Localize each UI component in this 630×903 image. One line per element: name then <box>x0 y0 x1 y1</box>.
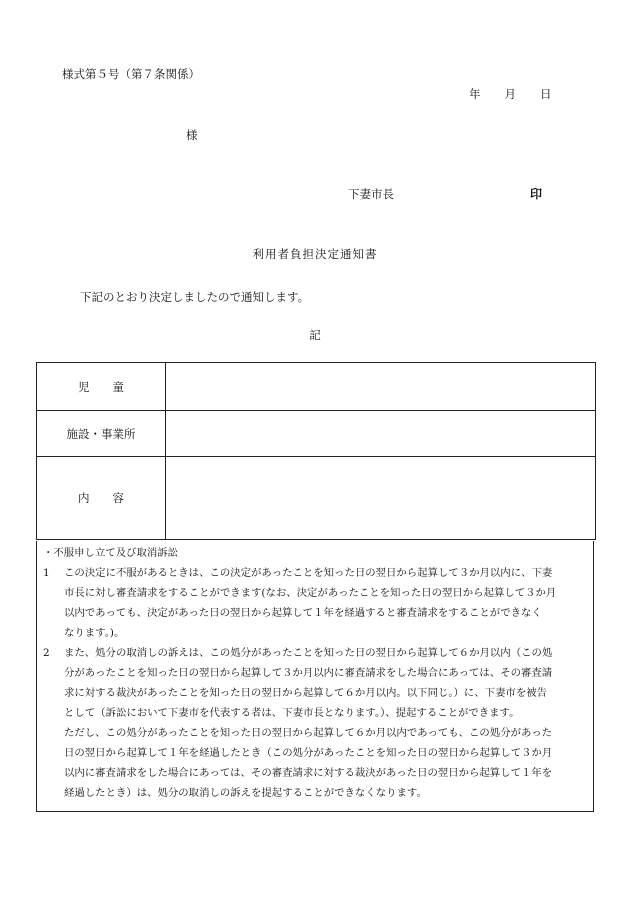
row-label-child: 児 童 <box>37 363 166 411</box>
intro-text: 下記のとおり決定しましたので通知します。 <box>80 290 310 304</box>
addressee-suffix: 様 <box>186 128 198 142</box>
table-row <box>37 411 596 457</box>
note-line: 以内であっても、決定があった日の翌日から起算して１年を経過すると審査請求をすることができなく <box>64 607 542 619</box>
issuer-name: 下妻市長 <box>348 187 394 201</box>
row-value-content <box>166 457 596 540</box>
seal-mark: 印 <box>530 187 543 201</box>
row-label-content: 内 容 <box>37 457 166 540</box>
note-line: として（訴訟において下妻市を代表する者は、下妻市長となります。）、提起することができます。 <box>64 707 520 719</box>
note-line: この決定に不服があるときは、この決定があったことを知った日の翌日から起算して３か月以内に、下妻 <box>64 567 553 579</box>
date-year-label: 年 <box>469 87 481 101</box>
note-line: ただし、この処分があったことを知った日の翌日から起算して６か月以内であっても、この処分があった <box>64 727 553 739</box>
row-label-facility: 施設・事業所 <box>37 411 166 457</box>
note-line: 市長に対し審査請求をすることができます(なお、決定があったことを知った日の翌日から起算して３か月 <box>64 587 557 599</box>
note-line: 求に対する裁決があったことを知った日の翌日から起算して６か月以内。以下同じ。）に、下妻市を被告 <box>64 687 548 699</box>
note-line: 分があったことを知った日の翌日から起算して３か月以内に審査請求をした場合にあっては、その審査請 <box>64 667 553 679</box>
date-line <box>469 86 552 102</box>
note-line: 以内に審査請求をした場合にあっては、その審査請求に対する裁決があった日の翌日から起算して１年を <box>64 767 553 779</box>
row-value-facility <box>166 411 596 457</box>
ki-marker: 記 <box>309 328 321 342</box>
info-table <box>36 362 596 540</box>
row-value-child <box>166 363 596 411</box>
notes-box <box>36 541 594 812</box>
note-line: 経過したとき）は、処分の取消しの訴えを提起することができなくなります。 <box>64 787 427 799</box>
note-number: 2 <box>43 647 50 659</box>
note-line: また、処分の取消しの訴えは、この処分があったことを知った日の翌日から起算して６か月以内（この処 <box>64 647 553 659</box>
note-number: 1 <box>43 567 50 579</box>
date-day-label: 日 <box>540 87 552 101</box>
note-line: 日の翌日から起算して１年を経過したとき（この処分があったことを知った日の翌日から起算して３か月 <box>64 747 553 759</box>
table-row <box>37 457 596 540</box>
document-title: 利用者負担決定通知書 <box>252 247 378 261</box>
notes-title: ・不服申し立て及び取消訴訟 <box>43 547 179 559</box>
date-month-label: 月 <box>504 87 516 101</box>
note-line: なります。)。 <box>64 627 125 639</box>
form-number: 様式第５号（第７条関係） <box>62 67 200 81</box>
table-row <box>37 363 596 411</box>
